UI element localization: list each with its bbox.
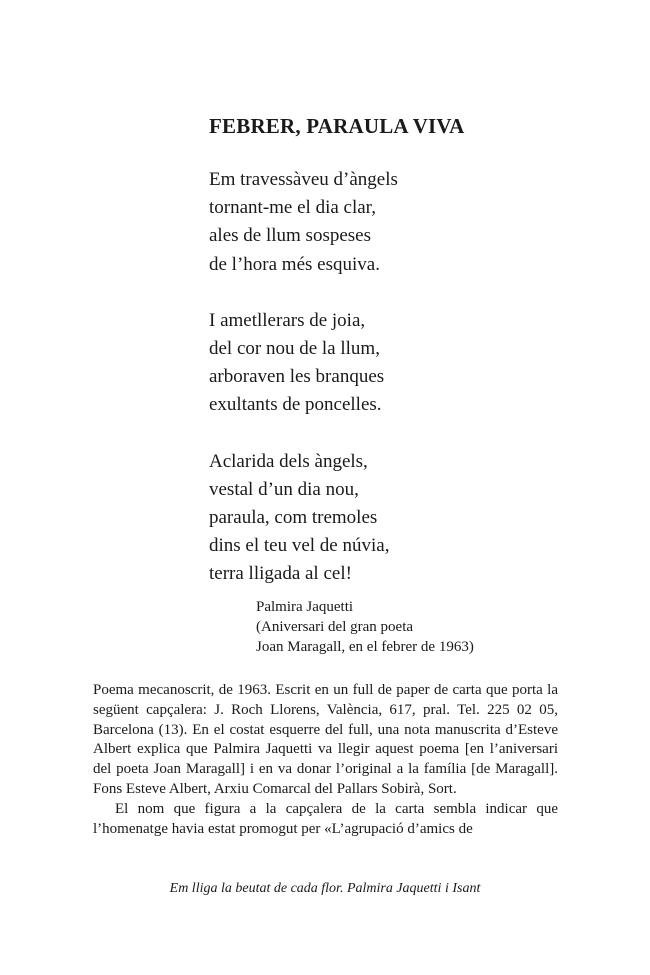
signature-dedication: (Aniversari del gran poeta (256, 619, 414, 635)
stanza-1 (209, 166, 398, 279)
poem-signature (256, 597, 474, 657)
commentary-notes (93, 681, 558, 839)
verse-line: del cor nou de la llum, (209, 338, 380, 360)
verse-line: vestal d’un dia nou, (209, 478, 359, 500)
verse-line: I ametllerars de joia, (209, 309, 366, 331)
stanza-3 (209, 448, 398, 589)
verse-line: arboraven les branques (209, 366, 385, 388)
verse-line: ales de llum sospeses (209, 225, 372, 247)
verse-line: tornant-me el dia clar, (209, 197, 376, 219)
signature-author: Palmira Jaquetti (256, 599, 354, 615)
signature-dedication: Joan Maragall, en el febrer de 1963) (256, 639, 474, 655)
verse-line: de l’hora més esquiva. (209, 253, 380, 275)
verse-line: terra lligada al cel! (209, 563, 352, 585)
verse-line: Em travessàveu d’àngels (209, 169, 398, 190)
verse-line: exultants de poncelles. (209, 394, 382, 416)
poem-body (209, 166, 398, 589)
poem-title: FEBRER, PARAULA VIVA (209, 114, 465, 138)
verse-line: dins el teu vel de núvia, (209, 535, 390, 557)
verse-line: paraula, com tremoles (209, 507, 378, 529)
commentary-paragraph: Poema mecanoscrit, de 1963. Escrit en un full de paper de carta que porta la següent capçalera: J. Roch Llorens, València, 617, pral. Tel. 225 02 05, Barcelona (13). En el costat esquerre del full, una nota manuscrita d’Esteve Albert explica que Palmira Jaquetti va llegir aquest poema [en l’aniversari del poeta Joan Maragall] i en va donar l’original a la família [de Maragall]. Fons Esteve Albert, Arxiu Comarcal del Pallars Sobirà, Sort. (93, 682, 558, 797)
commentary-paragraph: El nom que figura a la capçalera de la carta sembla indicar que l’homenatge havia estat promogut per «L’agrupació d’amics de (93, 800, 558, 837)
running-footer: Em lliga la beutat de cada flor. Palmira Jaquetti i Isant (169, 881, 481, 896)
verse-line: Aclarida dels àngels, (209, 450, 368, 472)
stanza-2 (209, 307, 398, 420)
